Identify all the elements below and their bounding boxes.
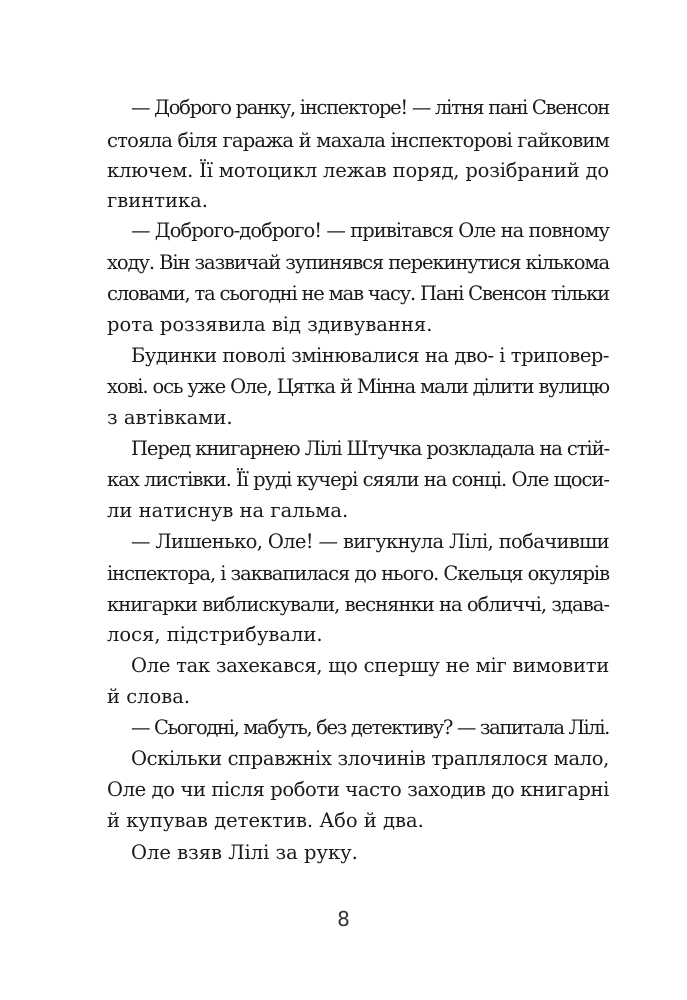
- text-line: Перед книгарнею Лілі Штучка розкладала на стій-: [131, 437, 609, 460]
- text-line: Оле взяв Лілі за руку.: [131, 841, 358, 864]
- text-line: книгарки виблискували, веснянки на обличчі, здава-: [107, 593, 609, 616]
- text-line: лося, підстрибували.: [107, 623, 323, 646]
- text-line: — Доброго-доброго! — привітався Оле на повному: [131, 219, 609, 242]
- text-line: Оле так захекався, що спершу не міг вимовити: [131, 654, 609, 677]
- text-line: й купував детектив. Або й два.: [107, 809, 424, 832]
- text-line: з автівками.: [107, 406, 233, 429]
- text-line: хові. ось уже Оле, Цятка й Мінна мали ділити вулицю: [107, 375, 609, 398]
- text-line: — Лишенько, Оле! — вигукнула Лілі, побачивши: [131, 530, 609, 553]
- text-line: гвинтика.: [107, 189, 208, 212]
- text-line: ходу. Він зазвичай зупинявся перекинутися кількома: [107, 251, 609, 274]
- text-line: — Сьогодні, мабуть, без детективу? — запитала Лілі.: [131, 716, 609, 739]
- text-line: й слова.: [107, 685, 191, 708]
- text-line: — Доброго ранку, інспекторе! — літня пані Свенсон: [131, 96, 609, 119]
- text-line: ключем. Її мотоцикл лежав поряд, розібраний до: [107, 159, 609, 182]
- text-line: словами, та сьогодні не мав часу. Пані Свенсон тільки: [107, 282, 609, 305]
- text-line: Будинки поволі змінювалися на дво- і триповер-: [131, 344, 609, 367]
- text-line: ках листівки. Її руді кучері сяяли на сонці. Оле щоси-: [107, 468, 609, 491]
- text-line: Оскільки справжніх злочинів траплялося мало,: [131, 747, 609, 770]
- text-line: інспектора, і заквапилася до нього. Скельця окулярів: [107, 562, 609, 585]
- page-number: 8: [337, 907, 350, 931]
- text-line: Оле до чи після роботи часто заходив до книгарні: [107, 778, 609, 801]
- text-line: рота роззявила від здивування.: [107, 313, 433, 336]
- text-line: стояла біля гаража й махала інспекторові гайковим: [107, 129, 609, 152]
- text-line: ли натиснув на гальма.: [107, 499, 349, 522]
